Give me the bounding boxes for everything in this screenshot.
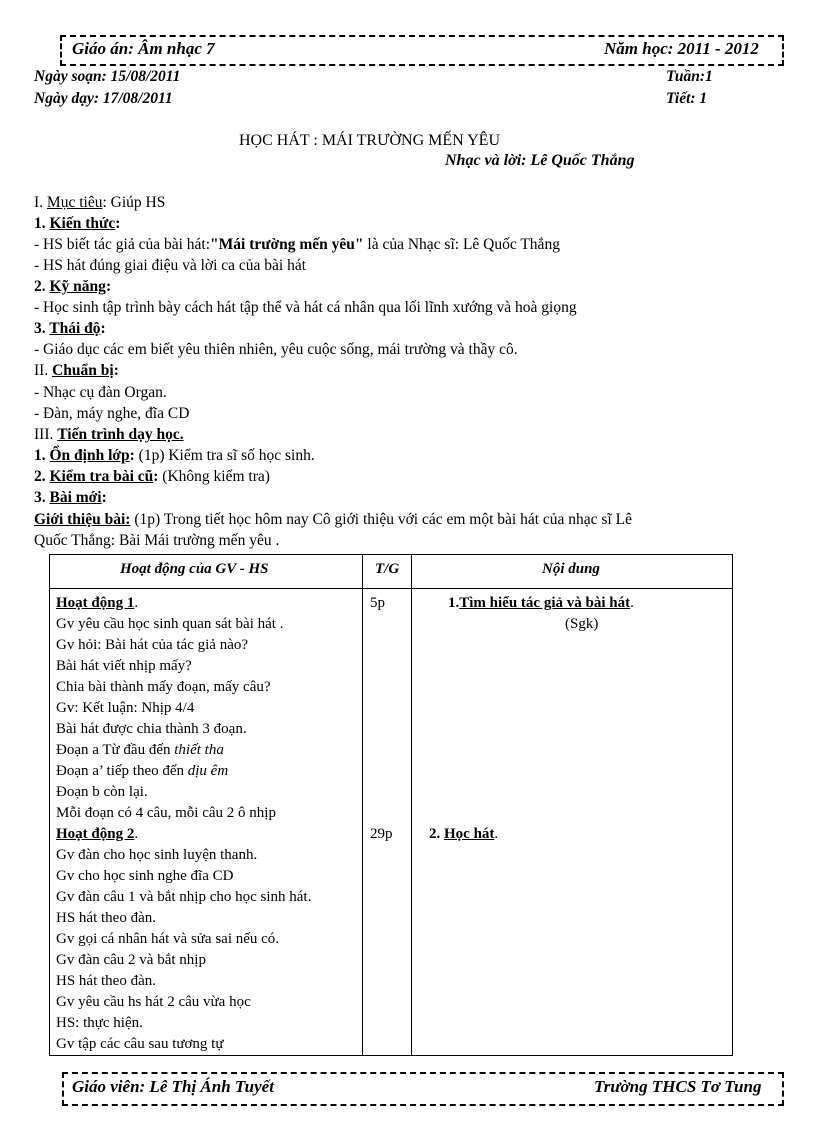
- skills-line-1: - Học sinh tập trình bày cách hát tập thể và hát cá nhân qua lối lĩnh xướng và hoà giọng: [34, 299, 577, 316]
- header-school-year: Năm học: 2011 - 2012: [604, 39, 759, 58]
- prep-line-1: - Nhạc cụ đàn Organ.: [34, 384, 167, 401]
- footer-teacher: Giáo viên: Lê Thị Ánh Tuyết: [72, 1077, 274, 1096]
- period: Tiết: 1: [666, 90, 708, 107]
- intro-line-1: Giới thiệu bài: (1p) Trong tiết học hôm nay Cô giới thiệu với các em một bài hát của nhạc sĩ Lê: [34, 511, 632, 528]
- activity-column: Hoạt động 1. Gv yêu cầu học sinh quan sát bài hát . Gv hỏi: Bài hát của tác giả nào? Bài hát viết nhịp mấy? Chia bài thành mấy đoạn, mấy câu? Gv: Kết luận: Nhịp 4/4 Bài hát được chia thành 3 đoạn. Đoạn a Từ đầu đến thiết tha Đoạn a’ tiếp theo đến dịu êm Đoạn b còn lại. Mỗi đoạn có 4 câu, mỗi câu 2 ô nhịp Hoạt động 2. Gv đàn cho học sinh luyện thanh. Gv cho học sinh nghe đĩa CD Gv đàn câu 1 và bắt nhịp cho học sinh hát. HS hát theo đàn. Gv gọi cá nhân hát và sửa sai nếu có. Gv đàn câu 2 và bắt nhịp HS hát theo đàn. Gv yêu cầu hs hát 2 câu vừa học HS: thực hiện. Gv tập các câu sau tương tự: [56, 595, 312, 1052]
- header-subject: Giáo án: Âm nhạc 7: [72, 39, 215, 58]
- prep-date: Ngày soạn: 15/08/2011: [34, 68, 181, 85]
- knowledge-line-2: - HS hát đúng giai điệu và lời ca của bài hát: [34, 257, 307, 274]
- knowledge-heading: 1. Kiến thức:: [34, 215, 121, 232]
- footer-school: Trường THCS Tơ Tung: [594, 1077, 762, 1096]
- table-column-divider: [362, 555, 363, 1055]
- content-1-sgk: (Sgk): [565, 616, 599, 632]
- teach-date: Ngày dạy: 17/08/2011: [34, 90, 173, 107]
- class-stabilize: 1. Ổn định lớp: (1p) Kiểm tra sĩ số học sinh.: [34, 447, 315, 464]
- table-column-divider: [411, 555, 412, 1055]
- old-lesson-check: 2. Kiểm tra bài cũ: (Không kiểm tra): [34, 468, 270, 485]
- table-header-time: T/G: [375, 561, 400, 577]
- table-header-content: Nội dung: [542, 561, 600, 577]
- activity-2-title: Hoạt động 2.: [56, 826, 139, 842]
- knowledge-line-1: - HS biết tác giả của bài hát:"Mái trường mến yêu" là của Nhạc sĩ: Lê Quốc Thắng: [34, 236, 560, 253]
- intro-line-2: Quốc Thắng: Bài Mái trường mến yêu .: [34, 532, 280, 549]
- attitude-heading: 3. Thái độ:: [34, 320, 106, 337]
- table-header-activity: Hoạt động của GV - HS: [120, 561, 269, 577]
- new-lesson-heading: 3. Bài mới:: [34, 489, 107, 506]
- song-author: Nhạc và lời: Lê Quốc Thắng: [445, 152, 635, 169]
- page-title: HỌC HÁT : MÁI TRƯỜNG MẾN YÊU: [239, 132, 501, 149]
- section-preparation: II. Chuẩn bị:: [34, 362, 119, 379]
- activity-1-title: Hoạt động 1.: [56, 595, 139, 611]
- week: Tuần:1: [666, 68, 713, 85]
- table-header-divider: [50, 588, 732, 589]
- section-process: III. Tiến trình dạy học.: [34, 426, 184, 443]
- content-1: 1.Tìm hiểu tác giả và bài hát.: [448, 595, 634, 611]
- time-5p: 5p: [370, 595, 385, 611]
- attitude-line-1: - Giáo dục các em biết yêu thiên nhiên, yêu cuộc sống, mái trường và thầy cô.: [34, 341, 518, 358]
- skills-heading: 2. Kỹ năng:: [34, 278, 112, 295]
- time-29p: 29p: [370, 826, 393, 842]
- lesson-table: [49, 554, 733, 1056]
- content-2: 2. Học hát.: [429, 826, 499, 842]
- prep-line-2: - Đàn, máy nghe, đĩa CD: [34, 405, 190, 422]
- section-objectives: I. Mục tiêu: Giúp HS: [34, 194, 166, 211]
